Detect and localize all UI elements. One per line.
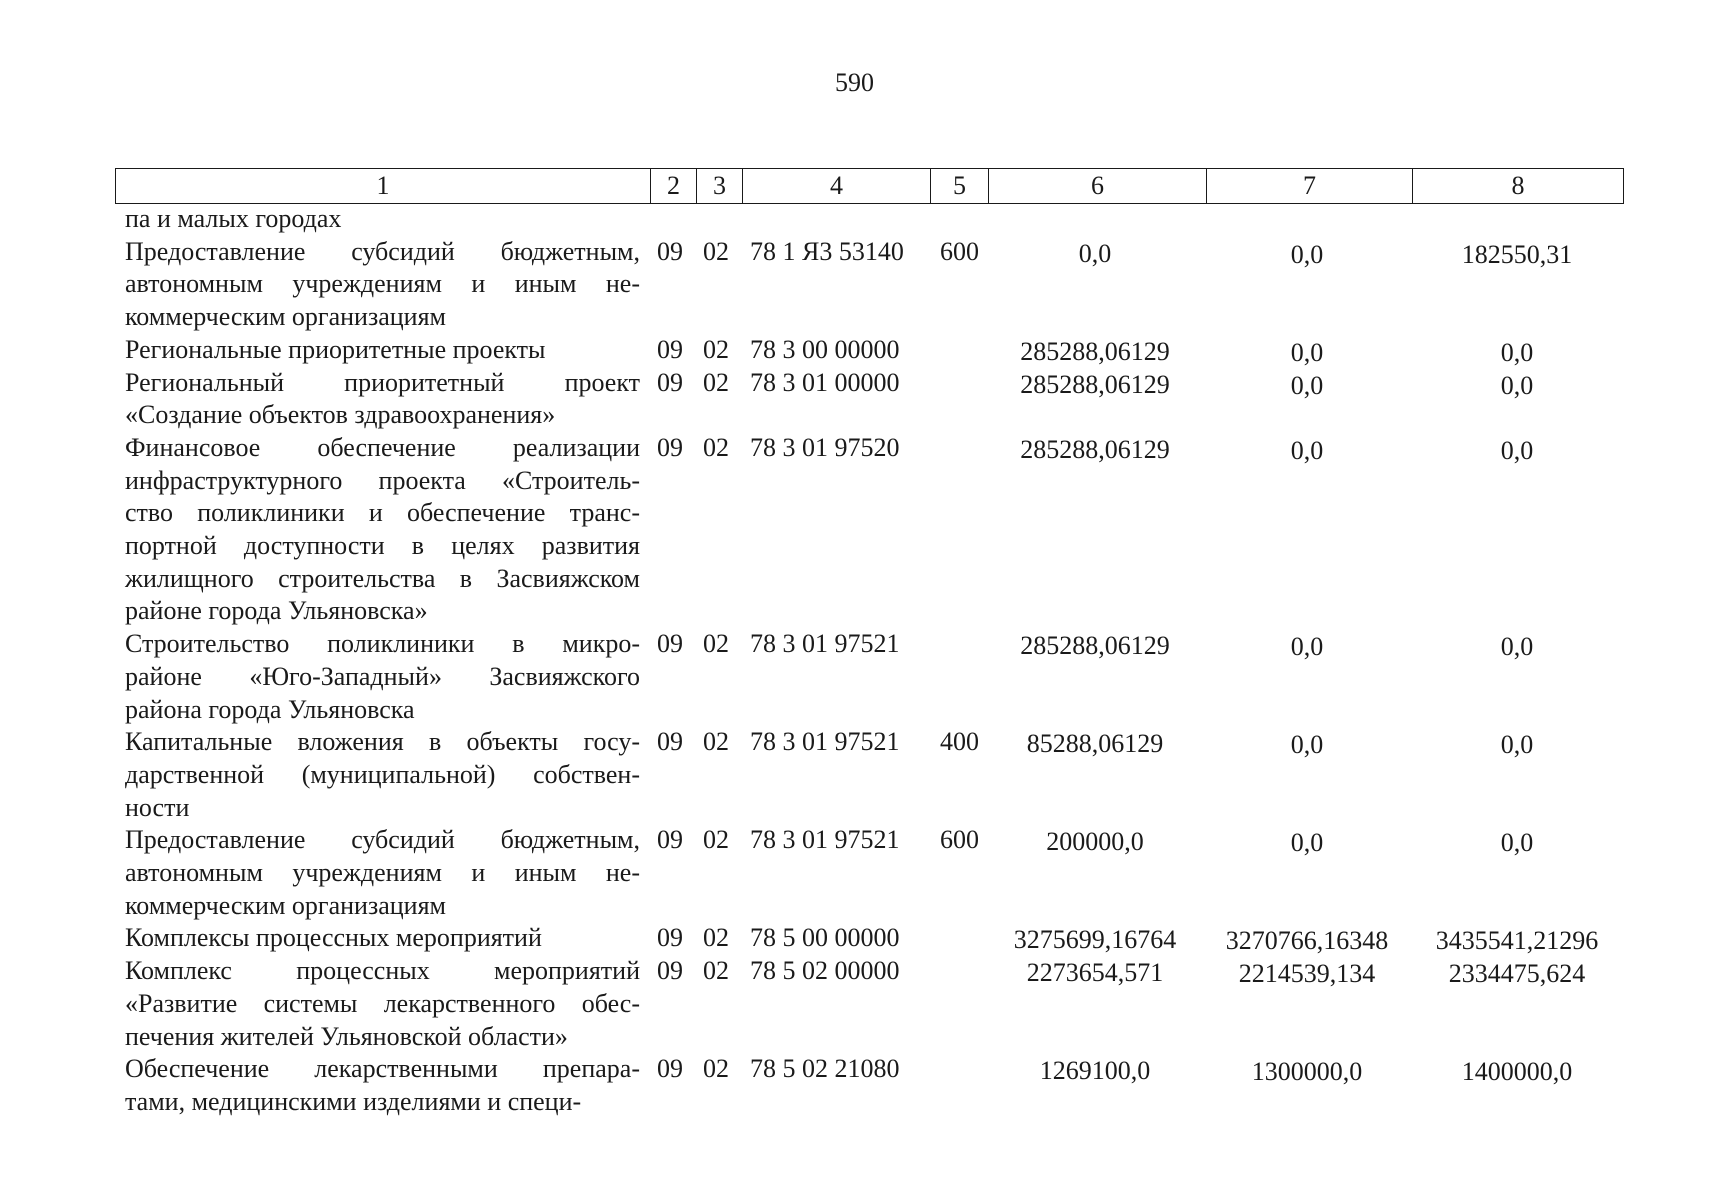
cell-column-2: 09 [657, 727, 683, 757]
description-line: па и малых городах [125, 204, 342, 233]
cell-column-2: 09 [657, 629, 683, 659]
description-line: коммерческим организациям [125, 890, 447, 920]
cell-column-7: 0,0 [1290, 239, 1324, 269]
description-line: района города Ульяновска [125, 694, 415, 724]
cell-column-3: 02 [703, 236, 729, 266]
description-line: Строительство поликлиники в микро- [125, 629, 640, 659]
description-line: районе «Юго-Западный» Засвияжского [125, 661, 640, 691]
cell-column-4: 78 1 Я3 53140 [750, 236, 904, 266]
cell-column-5: 600 [940, 236, 979, 266]
column-header-3: 3 [697, 169, 743, 204]
description-line: Финансовое обеспечение реализации [125, 432, 640, 462]
description-line: автономным учреждениям и иным не- [125, 269, 640, 299]
column-header-5: 5 [931, 169, 989, 204]
cell-column-4: 78 5 02 00000 [750, 956, 900, 986]
column-header-8: 8 [1413, 169, 1624, 204]
cell-column-6: 285288,06129 [1020, 631, 1170, 661]
page-number: 590 [835, 68, 874, 97]
cell-column-2: 09 [657, 432, 683, 462]
cell-column-7: 3270766,16348 [1225, 926, 1389, 956]
cell-column-8: 0,0 [1500, 730, 1534, 760]
description-line: Региональные приоритетные проекты [125, 334, 546, 364]
cell-column-3: 02 [703, 334, 729, 364]
cell-column-3: 02 [703, 825, 729, 855]
row-description [125, 432, 640, 628]
description-line: «Развитие системы лекарственного обес- [125, 988, 640, 1018]
row-description [125, 203, 640, 236]
description-line: ности [125, 792, 190, 822]
cell-column-6: 3275699,16764 [1013, 925, 1177, 955]
column-header-6: 6 [989, 169, 1207, 204]
row-description [125, 955, 640, 1053]
description-line: «Создание объектов здравоохранения» [125, 400, 556, 430]
description-line: Обеспечение лекарственными препара- [125, 1054, 640, 1084]
cell-column-3: 02 [703, 727, 729, 757]
description-line: портной доступности в целях развития [125, 531, 640, 560]
cell-column-4: 78 3 01 00000 [750, 367, 900, 397]
column-header-1: 1 [116, 169, 651, 204]
cell-column-3: 02 [703, 367, 729, 397]
cell-column-8: 0,0 [1500, 828, 1534, 858]
cell-column-5: 600 [940, 825, 979, 855]
cell-column-4: 78 3 00 00000 [750, 334, 900, 364]
cell-column-7: 0,0 [1290, 337, 1324, 367]
cell-column-4: 78 3 01 97521 [750, 825, 900, 855]
cell-column-2: 09 [657, 956, 683, 986]
cell-column-4: 78 3 01 97521 [750, 629, 900, 659]
cell-column-3: 02 [703, 1054, 729, 1084]
cell-column-4: 78 5 02 21080 [750, 1054, 900, 1084]
description-line: Предоставление субсидий бюджетным, [125, 825, 640, 855]
cell-column-2: 09 [657, 825, 683, 855]
cell-column-7: 0,0 [1290, 370, 1324, 400]
cell-column-6: 1269100,0 [1039, 1056, 1151, 1086]
cell-column-2: 09 [657, 334, 683, 364]
cell-column-6: 0,0 [1078, 238, 1112, 268]
cell-column-3: 02 [703, 956, 729, 986]
cell-column-6: 2273654,571 [1026, 958, 1164, 988]
cell-column-8: 182550,31 [1461, 239, 1573, 269]
description-line: дарственной (муниципальной) собствен- [125, 759, 640, 789]
cell-column-4: 78 3 01 97520 [750, 432, 900, 462]
cell-column-8: 0,0 [1500, 337, 1534, 367]
description-line: Региональный приоритетный проект [125, 367, 640, 397]
description-line: автономным учреждениям и иным не- [125, 858, 640, 887]
cell-column-8: 0,0 [1500, 435, 1534, 465]
cell-column-7: 0,0 [1290, 632, 1324, 662]
description-line: районе города Ульяновска» [125, 596, 428, 626]
cell-column-5: 400 [940, 727, 979, 757]
cell-column-6: 285288,06129 [1020, 336, 1170, 366]
description-line: Предоставление субсидий бюджетным, [125, 236, 640, 266]
column-header-7: 7 [1207, 169, 1413, 204]
cell-column-2: 09 [657, 236, 683, 266]
cell-column-6: 200000,0 [1046, 827, 1144, 857]
cell-column-8: 0,0 [1500, 370, 1534, 400]
cell-column-2: 09 [657, 1054, 683, 1084]
cell-column-6: 85288,06129 [1026, 729, 1164, 759]
cell-column-7: 0,0 [1290, 828, 1324, 858]
cell-column-4: 78 5 00 00000 [750, 923, 900, 953]
cell-column-7: 2214539,134 [1238, 959, 1376, 989]
cell-column-8: 0,0 [1500, 632, 1534, 662]
description-line: Капитальные вложения в объекты госу- [125, 727, 640, 757]
row-description [125, 922, 640, 955]
row-description [125, 367, 640, 432]
cell-column-3: 02 [703, 432, 729, 462]
description-line: жилищного строительства в Засвияжском [125, 563, 640, 593]
description-line: коммерческим организациям [125, 302, 447, 332]
column-header-2: 2 [651, 169, 697, 204]
row-description [125, 334, 640, 367]
cell-column-8: 3435541,21296 [1435, 926, 1599, 956]
row-description [125, 236, 640, 334]
cell-column-4: 78 3 01 97521 [750, 727, 900, 757]
cell-column-6: 285288,06129 [1020, 434, 1170, 464]
cell-column-6: 285288,06129 [1020, 369, 1170, 399]
row-description [125, 1053, 640, 1118]
cell-column-7: 1300000,0 [1251, 1057, 1363, 1087]
description-line: ство поликлиники и обеспечение транс- [125, 498, 640, 528]
cell-column-8: 2334475,624 [1448, 959, 1586, 989]
column-header-4: 4 [743, 169, 931, 204]
cell-column-7: 0,0 [1290, 435, 1324, 465]
description-line: тами, медицинскими изделиями и специ- [125, 1086, 582, 1116]
row-description [125, 726, 640, 824]
cell-column-8: 1400000,0 [1461, 1057, 1573, 1087]
description-line: Комплексы процессных мероприятий [125, 923, 542, 953]
description-line: Комплекс процессных мероприятий [125, 956, 640, 986]
cell-column-3: 02 [703, 923, 729, 953]
row-description [125, 824, 640, 922]
cell-column-3: 02 [703, 629, 729, 659]
cell-column-2: 09 [657, 367, 683, 397]
description-line: инфраструктурного проекта «Строитель- [125, 465, 640, 495]
cell-column-2: 09 [657, 923, 683, 953]
row-description [125, 628, 640, 726]
cell-column-7: 0,0 [1290, 730, 1324, 760]
description-line: печения жителей Ульяновской области» [125, 1021, 568, 1051]
